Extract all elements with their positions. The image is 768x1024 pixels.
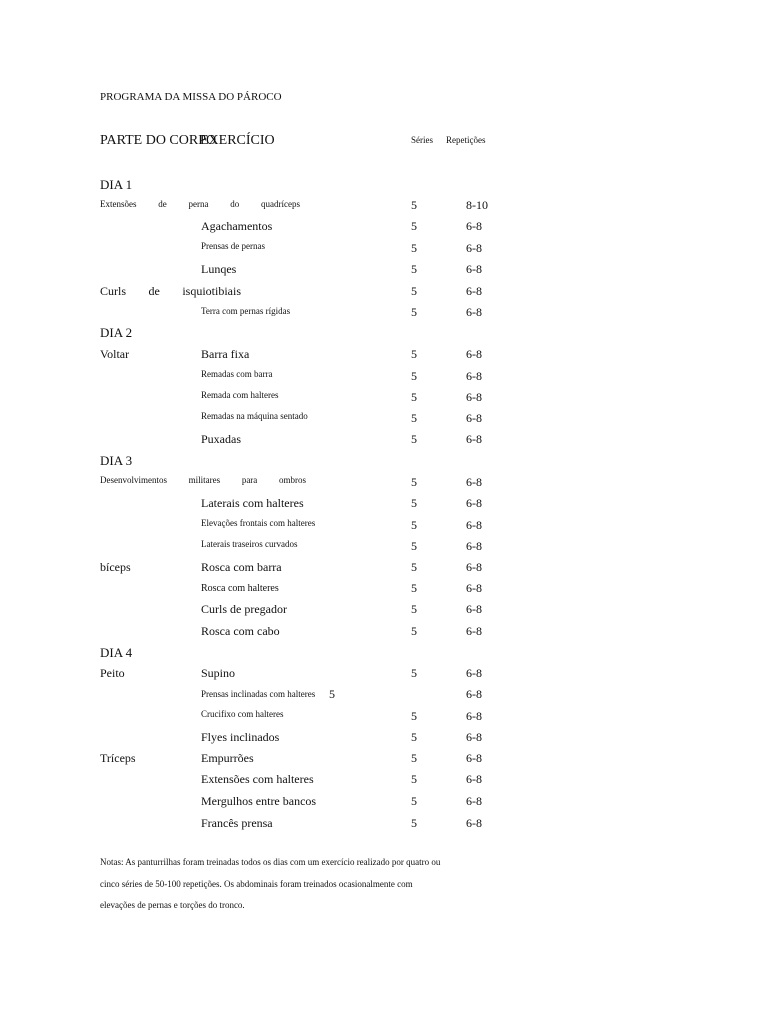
notes-line: Notas: As panturrilhas foram treinadas todos os dias com um exercício realizado por quatro ou: [100, 857, 441, 867]
reps-value: 6-8: [466, 560, 482, 574]
exercise-name: Rosca com cabo: [201, 624, 280, 638]
reps-value: 6-8: [466, 347, 482, 361]
reps-value: 6-8: [466, 390, 482, 404]
reps-value: 6-8: [466, 816, 482, 830]
exercise-name: Barra fixa: [201, 347, 250, 361]
series-value: 5: [411, 496, 417, 510]
series-value: 5: [411, 816, 417, 830]
exercise-name: Elevações frontais com halteres: [201, 518, 316, 528]
series-value: 5: [411, 390, 417, 404]
exercise-name: Remada com halteres: [201, 390, 279, 400]
notes-line: cinco séries de 50-100 repetições. Os abdominais foram treinados ocasionalmente com: [100, 879, 413, 889]
day-heading: DIA 1: [100, 177, 133, 192]
series-value: 5: [411, 262, 417, 276]
day-heading: DIA 4: [100, 645, 133, 660]
reps-value: 6-8: [466, 262, 482, 276]
series-value: 5: [411, 602, 417, 616]
body-part-label: Curls de isquiotibiais: [100, 284, 241, 298]
day-heading: DIA 3: [100, 453, 133, 468]
exercise-name: Agachamentos: [201, 219, 273, 233]
reps-value: 6-8: [466, 687, 482, 701]
reps-value: 6-8: [466, 305, 482, 319]
series-value: 5: [411, 432, 417, 446]
series-value: 5: [411, 241, 417, 255]
exercise-name: Remadas na máquina sentado: [201, 411, 308, 421]
series-value: 5: [411, 624, 417, 638]
reps-value: 6-8: [466, 475, 482, 489]
reps-value: 6-8: [466, 518, 482, 532]
series-value: 5: [411, 347, 417, 361]
exercise-name: Empurrões: [201, 751, 254, 765]
series-value: 5: [411, 709, 417, 723]
exercise-name: Rosca com halteres: [201, 583, 279, 594]
series-value: 5: [411, 772, 417, 786]
reps-value: 6-8: [466, 794, 482, 808]
reps-value: 6-8: [466, 709, 482, 723]
series-value: 5: [411, 518, 417, 532]
series-value: 5: [411, 581, 417, 595]
series-value: 5: [411, 475, 417, 489]
header-body-part: PARTE DO CORPO: [100, 133, 217, 148]
body-part-label: bíceps: [100, 560, 131, 574]
reps-value: 6-8: [466, 496, 482, 510]
reps-value: 6-8: [466, 751, 482, 765]
exercise-name: Flyes inclinados: [201, 730, 280, 744]
series-value: 5: [411, 411, 417, 425]
reps-value: 6-8: [466, 284, 482, 298]
exercise-name: Crucifixo com halteres: [201, 709, 284, 719]
series-value: 5: [411, 751, 417, 765]
exercise-name: Mergulhos entre bancos: [201, 794, 317, 808]
exercise-name: Supino: [201, 666, 236, 680]
series-value: 5: [411, 284, 417, 298]
exercise-name: Lunqes: [201, 262, 237, 276]
exercise-name: Extensões com halteres: [201, 772, 314, 786]
body-part-label: Peito: [100, 666, 125, 680]
reps-value: 6-8: [466, 219, 482, 233]
exercise-name: Remadas com barra: [201, 369, 273, 379]
reps-value: 6-8: [466, 432, 482, 446]
reps-value: 6-8: [466, 581, 482, 595]
exercise-name: Laterais com halteres: [201, 496, 304, 510]
series-value: 5: [329, 687, 335, 701]
reps-value: 8-10: [466, 198, 488, 212]
reps-value: 6-8: [466, 666, 482, 680]
exercise-name: Terra com pernas rígidas: [201, 306, 291, 316]
reps-value: 6-8: [466, 369, 482, 383]
reps-value: 6-8: [466, 241, 482, 255]
series-value: 5: [411, 369, 417, 383]
reps-value: 6-8: [466, 772, 482, 786]
reps-value: 6-8: [466, 602, 482, 616]
series-value: 5: [411, 730, 417, 744]
header-reps: Repetições: [446, 135, 486, 145]
body-part-label: Extensões de perna do quadríceps: [100, 199, 300, 209]
exercise-name: Prensas inclinadas com halteres: [201, 689, 316, 699]
exercise-name: Prensas de pernas: [201, 241, 265, 251]
page-title: PROGRAMA DA MISSA DO PÁROCO: [100, 91, 282, 103]
series-value: 5: [411, 198, 417, 212]
header-exercise: EXERCÍCIO: [200, 133, 275, 148]
exercise-name: Puxadas: [201, 432, 241, 446]
reps-value: 6-8: [466, 411, 482, 425]
body-part-label: Desenvolvimentos militares para ombros: [100, 475, 306, 485]
series-value: 5: [411, 666, 417, 680]
day-heading: DIA 2: [100, 325, 133, 340]
header-series: Séries: [411, 135, 433, 145]
series-value: 5: [411, 794, 417, 808]
exercise-name: Rosca com barra: [201, 560, 282, 574]
series-value: 5: [411, 539, 417, 553]
body-part-label: Tríceps: [100, 751, 136, 765]
series-value: 5: [411, 219, 417, 233]
reps-value: 6-8: [466, 730, 482, 744]
body-part-label: Voltar: [100, 347, 130, 361]
exercise-name: Francês prensa: [201, 816, 273, 830]
series-value: 5: [411, 305, 417, 319]
series-value: 5: [411, 560, 417, 574]
reps-value: 6-8: [466, 624, 482, 638]
exercise-name: Curls de pregador: [201, 602, 287, 616]
reps-value: 6-8: [466, 539, 482, 553]
exercise-name: Laterais traseiros curvados: [201, 539, 298, 549]
notes-line: elevações de pernas e torções do tronco.: [100, 900, 245, 910]
